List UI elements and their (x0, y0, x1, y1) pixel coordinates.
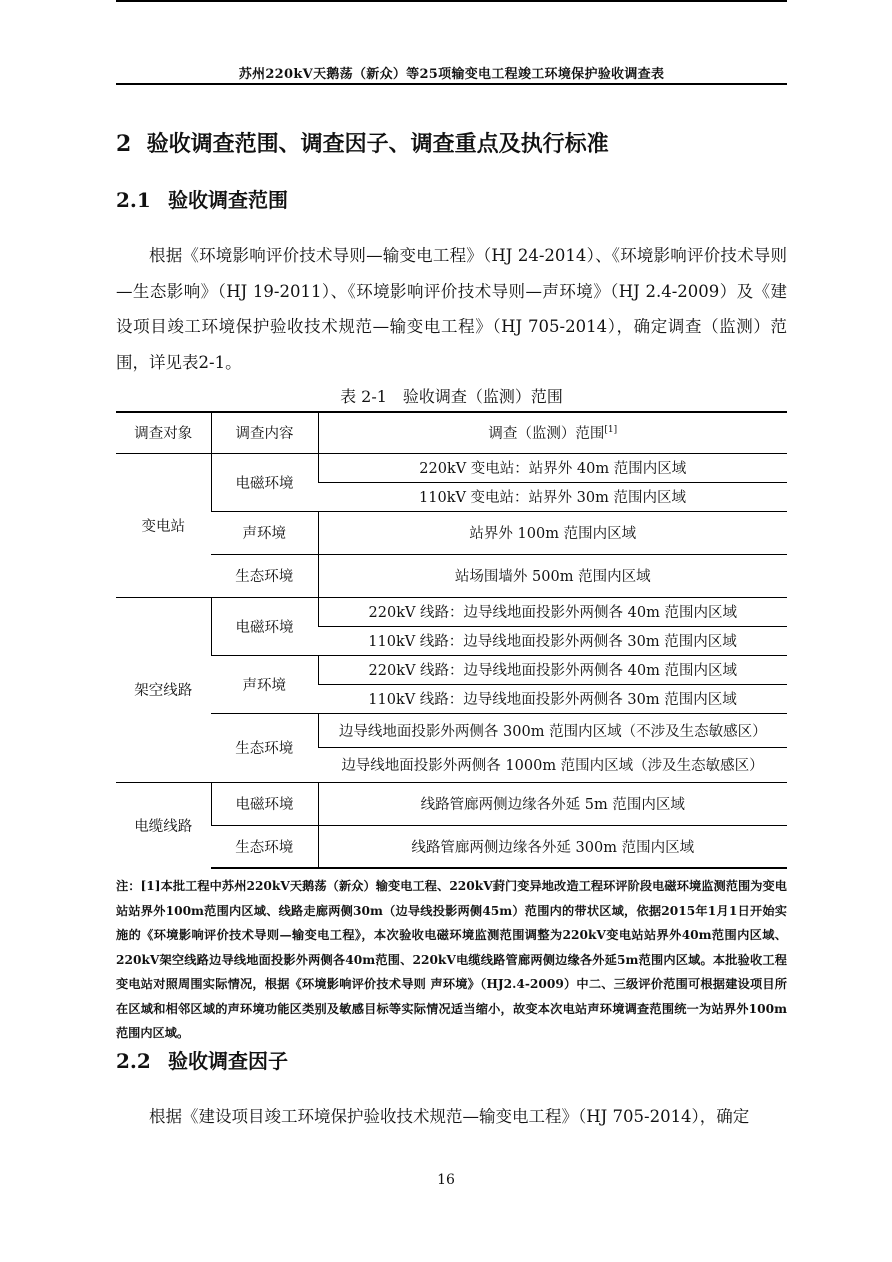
table-footnote: 注：[1]本批工程中苏州220kV天鹅荡（新众）输变电工程、220kV葑门变异地改造工程环评阶段电磁环境监测范围为变电站站界外100m范围内区域、线路走廊两侧30m（边导线投影两侧45m）范围内的带状区域，依据2015年1月1日开始实施的《环境影响评价技术导则—输变电工程》，本次验收电磁环境监测范围调整为220kV变电站站界外40m范围内区域、220kV架空线路边导线地面投影外两侧各40m范围、220kV电缆线路管廊两侧边缘各外延5m范围内区域。本批验收工程变电站对照周围实际情况，根据《环境影响评价技术导则 声环境》（HJ2.4-2009）中二、三级评价范围可根据建设项目所在区域和相邻区域的声环境功能区类别及敏感目标等实际情况适当缩小，故变本次电站声环境调查范围统一为站界外100m范围内区域。 (116, 879, 787, 1040)
table-row (116, 713, 787, 747)
body-paragraph-1: 根据《环境影响评价技术导则—输变电工程》（HJ 24-2014）、《环境影响评价技术导则—生态影响》（HJ 19-2011）、《环境影响评价技术导则—声环境》（HJ 2.4-2009）及《建设项目竣工环境保护验收技术规范—输变电工程》（HJ 705-2014），确定调查（监测）范围，详见表2-1。 (116, 246, 787, 372)
content-sound: 声环境 (211, 511, 318, 554)
range-cell: 边导线地面投影外两侧各 1000m 范围内区域（涉及生态敏感区） (318, 747, 787, 782)
range-cell: 110kV 线路：边导线地面投影外两侧各 30m 范围内区域 (318, 626, 787, 655)
content-em: 电磁环境 (211, 453, 318, 511)
range-cell: 线路管廊两侧边缘各外延 300m 范围内区域 (318, 825, 787, 868)
subsection-heading-2-1 (116, 184, 288, 213)
range-cell: 220kV 线路：边导线地面投影外两侧各 40m 范围内区域 (318, 655, 787, 684)
table-row (116, 554, 787, 597)
range-cell: 220kV 线路：边导线地面投影外两侧各 40m 范围内区域 (318, 597, 787, 626)
content-eco: 生态环境 (211, 825, 318, 868)
subsection-title: 验收调查因子 (168, 1049, 288, 1073)
range-cell: 220kV 变电站：站界外 40m 范围内区域 (318, 453, 787, 482)
range-cell: 线路管廊两侧边缘各外延 5m 范围内区域 (318, 782, 787, 825)
subsection-number: 2.1 (116, 188, 151, 212)
content-em: 电磁环境 (211, 782, 318, 825)
header-content: 调查内容 (211, 412, 318, 453)
table-row (116, 655, 787, 684)
content-eco: 生态环境 (211, 554, 318, 597)
range-cell: 边导线地面投影外两侧各 300m 范围内区域（不涉及生态敏感区） (318, 713, 787, 747)
section-number: 2 (116, 131, 132, 157)
subsection-number: 2.2 (116, 1049, 151, 1073)
section-heading (116, 127, 609, 158)
group-substation: 变电站 (116, 453, 211, 597)
range-cell: 110kV 线路：边导线地面投影外两侧各 30m 范围内区域 (318, 684, 787, 713)
header-object: 调查对象 (116, 412, 211, 453)
page-number: 16 (437, 1172, 455, 1188)
range-cell: 站界外 100m 范围内区域 (318, 511, 787, 554)
header-range: 调查（监测）范围[1] (318, 412, 787, 453)
content-em: 电磁环境 (211, 597, 318, 655)
range-cell: 110kV 变电站：站界外 30m 范围内区域 (318, 482, 787, 511)
content-eco: 生态环境 (211, 713, 318, 782)
group-cable: 电缆线路 (116, 782, 211, 868)
table-row (116, 453, 787, 482)
group-overhead: 架空线路 (116, 597, 211, 782)
range-cell: 站场围墙外 500m 范围内区域 (318, 554, 787, 597)
table-row (116, 597, 787, 626)
scope-table (116, 411, 787, 869)
section-title: 验收调查范围、调查因子、调查重点及执行标准 (146, 131, 609, 157)
table-row (116, 782, 787, 825)
table-caption: 表 2-1 验收调查（监测）范围 (340, 387, 563, 406)
table-header-row (116, 412, 787, 453)
footnote-ref: [1] (604, 425, 618, 436)
page-top-rule (116, 0, 787, 2)
content-sound: 声环境 (211, 655, 318, 713)
header-rule (116, 83, 787, 85)
subsection-title: 验收调查范围 (168, 188, 288, 212)
table-row (116, 511, 787, 554)
subsection-heading-2-2 (116, 1045, 288, 1074)
body-paragraph-2: 根据《建设项目竣工环境保护验收技术规范—输变电工程》（HJ 705-2014），确定 (149, 1107, 750, 1126)
table-row (116, 825, 787, 868)
running-header: 苏州220kV天鹅荡（新众）等25项输变电工程竣工环境保护验收调查表 (238, 67, 665, 82)
